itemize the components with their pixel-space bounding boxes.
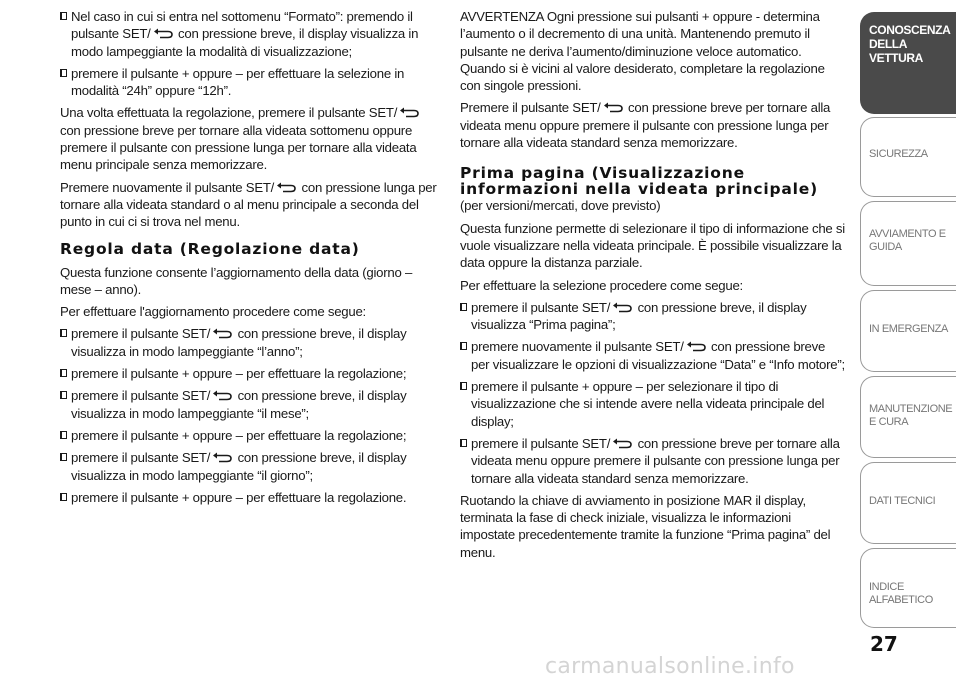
item-text: premere il pulsante SET/ xyxy=(71,326,211,342)
tab-label: DATI TECNICI xyxy=(869,495,936,507)
paragraph: Questa funzione permette di selezionare il tipo di informazione che si vuole visualizzare nella videata principale. È possibile visualizzare la data oppure la distanza parziale. xyxy=(460,220,845,271)
checkbox-bullet-icon xyxy=(460,382,467,390)
item-text: premere il pulsante SET/ xyxy=(71,450,211,466)
right-column xyxy=(460,8,845,566)
return-arrow-icon xyxy=(274,182,298,193)
tab-label: CONOSCENZA DELLA VETTURA xyxy=(869,23,950,65)
tab-avviamento-e-guida[interactable] xyxy=(860,201,956,286)
list-item xyxy=(460,435,845,487)
return-arrow-icon xyxy=(610,438,634,449)
checkbox-bullet-icon xyxy=(60,391,67,399)
paragraph: Per effettuare la selezione procedere come segue: xyxy=(460,277,743,293)
list-item xyxy=(60,449,440,484)
item-text-after: con pressione breve, il display visualizza in modo lampeggiante “il giorno”; xyxy=(71,450,407,483)
checkbox-bullet-icon xyxy=(60,329,67,337)
tab-manutenzione-e-cura[interactable] xyxy=(860,376,956,458)
item-text: premere il pulsante SET/ xyxy=(471,299,611,315)
list-item xyxy=(60,489,440,506)
checkbox-bullet-icon xyxy=(460,342,467,350)
item-text: premere il pulsante + oppure – per effettuare la selezione in modalità “24h” oppure “12h”. xyxy=(71,65,405,99)
watermark: carmanualsonline.info xyxy=(545,654,795,679)
tab-conoscenza-della-vettura[interactable] xyxy=(860,12,956,114)
tab-indice-alfabetico[interactable] xyxy=(860,548,956,628)
item-text: Nel caso in cui si entra nel sottomenu “Formato”: premendo il pulsante SET/ xyxy=(71,9,413,42)
tab-sicurezza[interactable] xyxy=(860,117,956,197)
paragraph: Per effettuare l'aggiornamento procedere come segue: xyxy=(60,304,366,320)
paragraph xyxy=(60,104,440,173)
checkbox-bullet-icon xyxy=(60,69,67,77)
list-item xyxy=(60,65,440,100)
list-item xyxy=(60,8,440,60)
tab-label: MANUTENZIONE E CURA xyxy=(869,403,953,428)
return-arrow-icon xyxy=(601,102,625,113)
checkbox-bullet-icon xyxy=(60,493,67,501)
list-item xyxy=(60,325,440,360)
left-column xyxy=(60,8,440,511)
page-number: 27 xyxy=(870,632,898,656)
item-text-after: con pressione breve per tornare alla videata menu oppure premere il pulsante con pressione lunga per tornare alla videata standard senza memorizzare. xyxy=(471,435,840,486)
tab-label: SICUREZZA xyxy=(869,148,928,160)
paragraph: Ruotando la chiave di avviamento in posizione MAR il display, terminata la fase di check iniziale, visualizza le informazioni impostate precedentemente tramite la funzione “Prima pagina” del menu. xyxy=(460,492,831,560)
para-text: Premere il pulsante SET/ xyxy=(460,100,601,116)
item-text-after: con pressione breve per visualizzare le opzioni di visualizzazione “Data” e “Info motore”; xyxy=(471,339,845,372)
para-text: Premere nuovamente il pulsante SET/ xyxy=(60,179,275,195)
list-item xyxy=(60,365,440,382)
checkbox-bullet-icon xyxy=(60,12,67,20)
list-item xyxy=(60,427,440,444)
paragraph xyxy=(460,99,845,151)
paragraph xyxy=(60,179,440,231)
item-text: premere il pulsante + oppure – per effettuare la regolazione; xyxy=(71,427,407,443)
list-item xyxy=(60,387,440,422)
tab-label: INDICE ALFABETICO xyxy=(869,581,933,606)
list-item xyxy=(460,378,845,430)
item-text: premere il pulsante SET/ xyxy=(471,435,611,451)
chapter-sidebar xyxy=(858,0,960,686)
item-text: premere il pulsante SET/ xyxy=(71,388,211,404)
section-heading: Prima pagina (Visualizzazione informazioni nella videata principale) xyxy=(460,164,818,199)
para-text-after: con pressione breve per tornare alla videata menu oppure premere il pulsante con pressione lunga per tornare alla videata standard senza memorizzare. xyxy=(460,100,831,151)
tab-dati-tecnici[interactable] xyxy=(860,462,956,544)
paragraph: Questa funzione consente l’aggiornamento della data (giorno – mese – anno). xyxy=(60,264,413,297)
item-text: premere il pulsante + oppure – per effettuare la regolazione. xyxy=(71,489,407,505)
item-text-after: con pressione breve, il display visualizza in modo lampeggiante “l’anno”; xyxy=(71,326,407,359)
section-subheading: (per versioni/mercati, dove previsto) xyxy=(460,198,661,214)
checkbox-bullet-icon xyxy=(60,369,67,377)
return-arrow-icon xyxy=(397,107,421,118)
item-text: premere nuovamente il pulsante SET/ xyxy=(471,339,684,355)
item-text: premere il pulsante + oppure – per selezionare il tipo di visualizzazione che si intende avere nella videata principale del display; xyxy=(471,379,825,429)
para-text-after: con pressione breve per tornare alla videata sottomenu oppure premere il pulsante con pressione lunga per tornare alla videata menu principale senza memorizzare. xyxy=(60,122,417,173)
return-arrow-icon xyxy=(684,341,708,352)
item-text-after: con pressione breve, il display visualizza “Prima pagina”; xyxy=(471,299,807,333)
return-arrow-icon xyxy=(610,302,634,313)
return-arrow-icon xyxy=(210,328,234,339)
para-text: Una volta effettuata la regolazione, premere il pulsante SET/ xyxy=(60,105,398,121)
tab-label: AVVIAMENTO E GUIDA xyxy=(869,228,946,253)
section-heading: Regola data (Regolazione data) xyxy=(60,239,360,258)
para-text-after: con pressione lunga per tornare alla videata standard o al menu principale a seconda del punto in cui ci si trova nel menu. xyxy=(60,179,437,230)
checkbox-bullet-icon xyxy=(460,439,467,447)
return-arrow-icon xyxy=(210,390,234,401)
warning-paragraph: AVVERTENZA Ogni pressione sui pulsanti + oppure - determina l’aumento o il decremento di una unità. Mantenendo premuto il pulsante ne deriva l’aumento/diminuzione veloce automatico. Quando si è vicini al valore desiderato, completare la regolazione con singole pressioni. xyxy=(460,9,825,94)
list-item xyxy=(460,299,845,334)
item-text: premere il pulsante + oppure – per effettuare la regolazione; xyxy=(71,366,407,382)
checkbox-bullet-icon xyxy=(60,453,67,461)
item-text-after: con pressione breve, il display visualizza in modo lampeggiante “il mese”; xyxy=(71,388,407,421)
checkbox-bullet-icon xyxy=(460,303,467,311)
item-text-after: con pressione breve, il display visualizza in modo lampeggiante la modalità di visualizzazione; xyxy=(71,26,419,59)
return-arrow-icon xyxy=(151,28,175,39)
tab-in-emergenza[interactable] xyxy=(860,290,956,372)
list-item xyxy=(460,338,845,373)
return-arrow-icon xyxy=(210,452,234,463)
tab-label: IN EMERGENZA xyxy=(869,323,948,335)
checkbox-bullet-icon xyxy=(60,431,67,439)
